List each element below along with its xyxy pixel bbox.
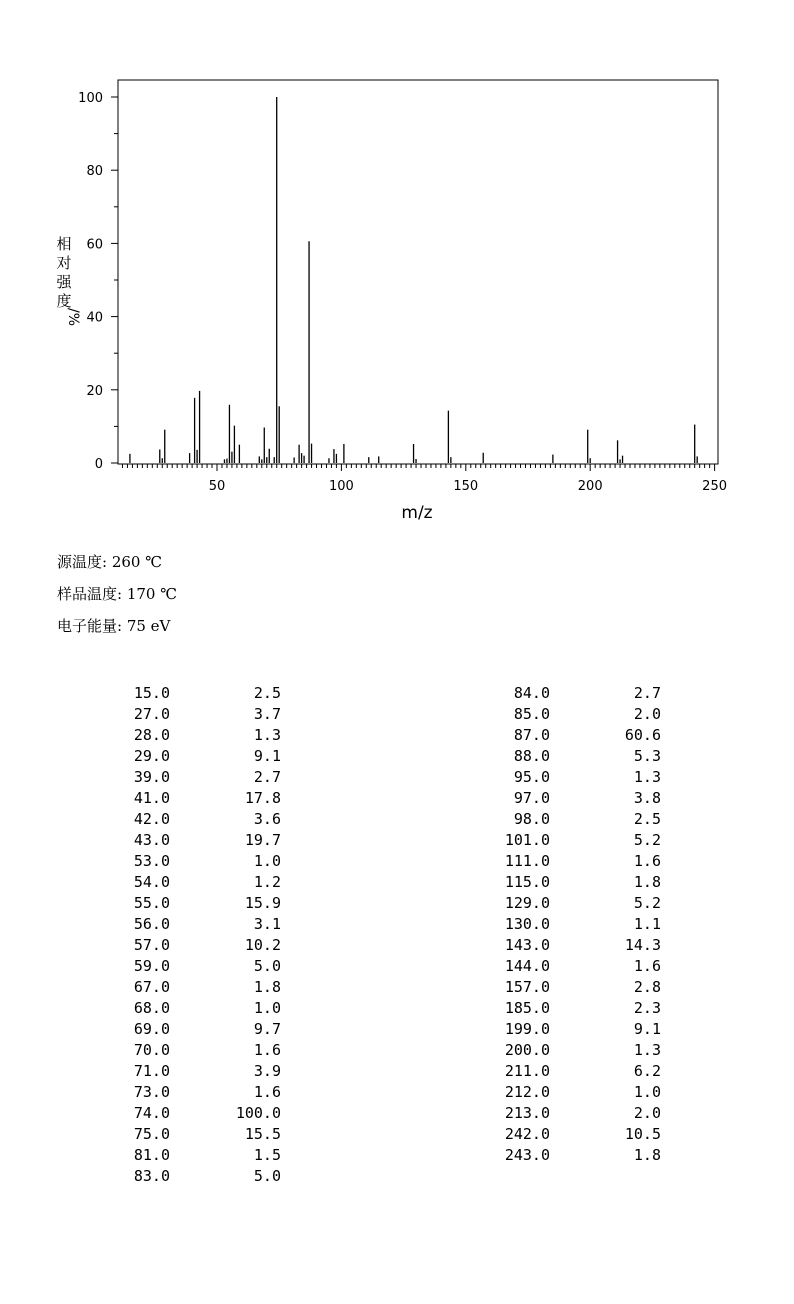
table-row	[100, 1125, 300, 1146]
x-tick-label: 250	[702, 479, 728, 494]
y-label-char: 对	[56, 254, 72, 272]
y-tick-label: 40	[86, 310, 103, 326]
mz-value: 54.0	[133, 873, 170, 891]
x-tick-label: 200	[577, 479, 603, 494]
table-row	[480, 768, 680, 789]
mz-value: 242.0	[504, 1125, 550, 1143]
x-tick-label: 50	[208, 479, 226, 494]
table-row	[480, 1020, 680, 1041]
mass-spectrum-chart	[0, 0, 794, 540]
mz-value: 67.0	[133, 978, 170, 996]
table-row	[480, 957, 680, 978]
intensity-value: 3.6	[253, 810, 281, 828]
table-row	[100, 1041, 300, 1062]
intensity-value: 1.6	[253, 1083, 281, 1101]
intensity-value: 1.3	[633, 768, 661, 786]
mz-value: 70.0	[133, 1041, 170, 1059]
intensity-value: 5.0	[253, 957, 281, 975]
table-row	[100, 999, 300, 1020]
table-row	[100, 894, 300, 915]
x-tick-label: 150	[453, 479, 479, 494]
intensity-value: 1.2	[253, 873, 281, 891]
intensity-value: 5.0	[253, 1167, 281, 1185]
table-row	[480, 915, 680, 936]
intensity-value: 1.8	[633, 1146, 661, 1164]
intensity-value: 17.8	[244, 789, 281, 807]
table-row	[100, 978, 300, 999]
mz-value: 27.0	[133, 705, 170, 723]
intensity-value: 2.7	[633, 684, 661, 702]
table-row	[480, 873, 680, 894]
intensity-value: 6.2	[633, 1062, 661, 1080]
intensity-value: 1.3	[253, 726, 281, 744]
mz-value: 29.0	[133, 747, 170, 765]
mz-value: 85.0	[513, 705, 550, 723]
mz-value: 101.0	[504, 831, 550, 849]
table-row	[100, 810, 300, 831]
table-row	[480, 1083, 680, 1104]
intensity-value: 9.7	[253, 1020, 281, 1038]
table-row	[100, 789, 300, 810]
table-row	[100, 705, 300, 726]
intensity-value: 5.2	[633, 894, 661, 912]
plot-frame	[118, 80, 718, 464]
intensity-value: 10.5	[624, 1125, 661, 1143]
intensity-value: 1.3	[633, 1041, 661, 1059]
table-row	[480, 1041, 680, 1062]
intensity-value: 60.6	[624, 726, 661, 744]
intensity-value: 1.6	[253, 1041, 281, 1059]
intensity-value: 5.3	[633, 747, 661, 765]
mz-value: 75.0	[133, 1125, 170, 1143]
table-row	[480, 936, 680, 957]
table-row	[480, 999, 680, 1020]
mz-value: 43.0	[133, 831, 170, 849]
intensity-value: 1.8	[253, 978, 281, 996]
intensity-value: 2.0	[633, 1104, 661, 1122]
mz-value: 111.0	[504, 852, 550, 870]
mz-value: 87.0	[513, 726, 550, 744]
table-row	[480, 789, 680, 810]
intensity-value: 2.8	[633, 978, 661, 996]
intensity-value: 3.9	[253, 1062, 281, 1080]
mz-value: 185.0	[504, 999, 550, 1017]
table-row	[100, 768, 300, 789]
table-row	[480, 1125, 680, 1146]
mz-value: 97.0	[513, 789, 550, 807]
mz-value: 69.0	[133, 1020, 170, 1038]
intensity-value: 100.0	[235, 1104, 281, 1122]
y-tick-label: 0	[94, 457, 103, 472]
mz-value: 39.0	[133, 768, 170, 786]
table-row	[100, 1146, 300, 1167]
table-row	[480, 684, 680, 705]
intensity-value: 10.2	[244, 936, 281, 954]
mz-value: 83.0	[133, 1167, 170, 1185]
intensity-value: 9.1	[253, 747, 281, 765]
y-label-char: 相	[56, 235, 72, 253]
y-label-unit: /%	[65, 307, 81, 327]
mz-value: 59.0	[133, 957, 170, 975]
table-row	[480, 747, 680, 768]
mz-value: 41.0	[133, 789, 170, 807]
intensity-value: 1.0	[253, 852, 281, 870]
mz-value: 115.0	[504, 873, 550, 891]
table-row	[480, 1062, 680, 1083]
intensity-value: 19.7	[244, 831, 281, 849]
intensity-value: 1.8	[633, 873, 661, 891]
intensity-value: 5.2	[633, 831, 661, 849]
mz-value: 144.0	[504, 957, 550, 975]
y-tick-label: 60	[86, 237, 103, 253]
table-row	[100, 936, 300, 957]
y-tick-label: 20	[86, 383, 103, 399]
mz-value: 56.0	[133, 915, 170, 933]
y-axis-label	[56, 235, 81, 326]
table-row	[100, 747, 300, 768]
mz-value: 130.0	[504, 915, 550, 933]
intensity-value: 3.8	[633, 789, 661, 807]
mz-value: 88.0	[513, 747, 550, 765]
intensity-value: 1.0	[253, 999, 281, 1017]
intensity-value: 1.6	[633, 957, 661, 975]
table-row	[100, 915, 300, 936]
mz-value: 211.0	[504, 1062, 550, 1080]
mz-value: 74.0	[133, 1104, 170, 1122]
table-row	[480, 831, 680, 852]
mz-value: 71.0	[133, 1062, 170, 1080]
intensity-value: 1.1	[633, 915, 661, 933]
mz-value: 243.0	[504, 1146, 550, 1164]
mz-value: 55.0	[133, 894, 170, 912]
table-row	[100, 684, 300, 705]
source-temperature: 源温度: 260 ℃	[57, 553, 163, 571]
mz-value: 28.0	[133, 726, 170, 744]
table-row	[480, 810, 680, 831]
intensity-value: 15.9	[244, 894, 281, 912]
mz-value: 212.0	[504, 1083, 550, 1101]
mz-value: 129.0	[504, 894, 550, 912]
intensity-value: 2.7	[253, 768, 281, 786]
mz-value: 98.0	[513, 810, 550, 828]
mz-value: 84.0	[513, 684, 550, 702]
intensity-value: 1.6	[633, 852, 661, 870]
intensity-value: 14.3	[624, 936, 661, 954]
x-tick-label: 100	[328, 479, 354, 494]
table-row	[100, 1104, 300, 1125]
mz-value: 42.0	[133, 810, 170, 828]
mz-value: 143.0	[504, 936, 550, 954]
y-label-char: 强	[56, 273, 72, 291]
table-row	[480, 894, 680, 915]
intensity-value: 3.1	[253, 915, 281, 933]
table-row	[480, 726, 680, 747]
table-row	[100, 831, 300, 852]
mz-value: 53.0	[133, 852, 170, 870]
intensity-value: 2.5	[253, 684, 281, 702]
table-row	[480, 1146, 680, 1167]
sample-temperature: 样品温度: 170 ℃	[57, 585, 178, 603]
table-row	[480, 978, 680, 999]
table-row	[100, 852, 300, 873]
intensity-value: 1.0	[633, 1083, 661, 1101]
intensity-value: 15.5	[244, 1125, 281, 1143]
electron-energy: 电子能量: 75 eV	[57, 617, 171, 635]
y-tick-label: 100	[78, 91, 103, 106]
tick-labels	[78, 91, 727, 494]
axis-ticks	[111, 97, 715, 471]
table-row	[480, 852, 680, 873]
y-tick-label: 80	[86, 164, 103, 180]
intensity-value: 2.0	[633, 705, 661, 723]
table-row	[100, 1083, 300, 1104]
table-row	[100, 1020, 300, 1041]
intensity-value: 9.1	[633, 1020, 661, 1038]
intensity-value: 3.7	[253, 705, 281, 723]
mz-value: 73.0	[133, 1083, 170, 1101]
mz-value: 199.0	[504, 1020, 550, 1038]
mz-value: 81.0	[133, 1146, 170, 1164]
mz-value: 157.0	[504, 978, 550, 996]
mz-value: 57.0	[133, 936, 170, 954]
table-row	[480, 1104, 680, 1125]
table-row	[480, 705, 680, 726]
y-label-char: 度	[56, 292, 72, 310]
table-row	[100, 1062, 300, 1083]
table-row	[100, 957, 300, 978]
intensity-value: 1.5	[253, 1146, 281, 1164]
mz-value: 68.0	[133, 999, 170, 1017]
mz-value: 200.0	[504, 1041, 550, 1059]
mz-value: 213.0	[504, 1104, 550, 1122]
table-row	[100, 1167, 300, 1188]
spectrum-peaks	[130, 97, 697, 463]
intensity-value: 2.5	[633, 810, 661, 828]
mz-value: 15.0	[133, 684, 170, 702]
table-row	[100, 726, 300, 747]
x-axis-label: m/z	[401, 503, 433, 523]
intensity-value: 2.3	[633, 999, 661, 1017]
mz-value: 95.0	[513, 768, 550, 786]
table-row	[100, 873, 300, 894]
